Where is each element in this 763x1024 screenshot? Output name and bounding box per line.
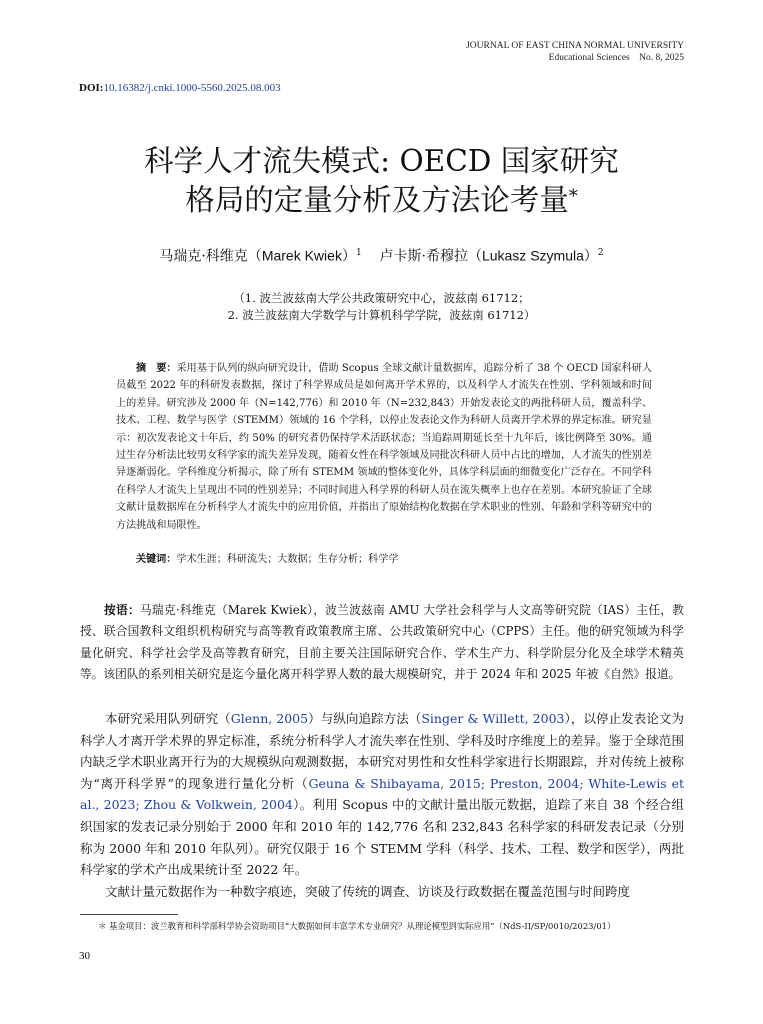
footnote-funding: ＊ 基金项目：波兰教育和科学部科学协会资助项目“大数据如何丰富学术专业研究？从理论模型到实际应用”（NdS-II/SP/0010/2023/01）: [98, 921, 616, 931]
doi-link[interactable]: 10.16382/j.cnki.1000-5560.2025.08.003: [103, 82, 281, 94]
affiliation-1: （1. 波兰波兹南大学公共政策研究中心，波兹南 61712；: [233, 291, 530, 305]
affiliations: [60, 290, 703, 324]
affiliation-2: 2. 波兰波兹南大学数学与计算机科学学院，波兹南 61712）: [227, 308, 536, 322]
editor-note-text: 马瑞克·科维克（Marek Kwiek），波兰波兹南 AMU 大学社会科学与人文高等研究院（IAS）主任，教授、联合国教科文组织机构研究与高等教育政策教席主席、公共政策研究中心（CPPS）主任。他的研究领域为科学量化研究、科学社会学及高等教育研究，目前主要关注国际研究合作、学术生产力、科学阶层分化及全球学术精英等。该团队的系列相关研究是迄今量化离开科学界人数的最大规模研究，并于 2024 年和 2025 年被《自然》报道。: [80, 603, 684, 682]
body-text: 本研究采用队列研究（: [105, 711, 231, 726]
author-1-name-en: Marek Kwiek: [261, 247, 342, 264]
author-2-name-en: Lukasz Szymula: [481, 247, 584, 264]
citation-glenn[interactable]: Glenn, 2005: [230, 711, 309, 726]
doi-label: DOI:: [79, 82, 104, 94]
author-1-name-cn: 马瑞克·科维克（: [159, 248, 262, 265]
editor-note-label: 按语：: [104, 603, 140, 617]
citation-geuna-group[interactable]: Geuna & Shibayama, 2015; Preston, 2004; White-Lewis et al., 2023; Zhou & Volkwein, 2004: [80, 775, 684, 813]
doi-line: [79, 82, 281, 94]
citation-singer-willett[interactable]: Singer & Willett, 2003: [421, 711, 565, 726]
abstract-text: 采用基于队列的纵向研究设计，借助 Scopus 全球文献计量数据库，追踪分析了 38 个 OECD 国家科研人员截至 2022 年的科研发表数据，探讨了科学界成员是如何离开学术界的，以及科学人才流失在性别、学科领域和时间上的差异。研究涉及 2000 年（N=142,776）和 2010 年（N=232,843）开始发表论文的两批科研人员，覆盖科学、技术、工程、数学与医学（STEMM）领域的 16 个学科，以停止发表论文作为科研人员离开学术界的界定标准。研究显示：初次发表论文十年后，约 50% 的研究者仍保持学术活跃状态；当追踪周期延长至十九年后，该比例降至 30%。通过生存分析法比较男女科学家的流失差异发现，随着女性在科学领域及同批次科研人员中占比的增加，人才流失的性别差异逐渐弱化。学科维度分析揭示，除了所有 STEMM 领域的整体变化外，具体学科层面的细微变化广泛存在。不同学科在科学人才流失上呈现出不同的性别差异；不同时间进入科学界的科研人员在流失概率上也存在差别。本研究验证了全球文献计量数据库在分析科学人才流失中的应用价值，并指出了原始结构化数据在学术职业的性别、年龄和学科等研究中的方法挑战和局限性。: [116, 363, 653, 531]
body-text: ），以停止发表论文为科学人才离开学术界的界定标准，系统分析科学人才流失率在性别、学科及时序维度上的差异。鉴于全球范围内缺乏学术职业离开行为的大规模纵向观测数据，本研究对男性和女性科学家进行长期跟踪，并对传统上被称为“离开科学界”的现象进行量化分析（: [80, 711, 684, 791]
abstract-label: 摘 要：: [136, 363, 177, 374]
journal-name: JOURNAL OF EAST CHINA NORMAL UNIVERSITY: [466, 41, 684, 51]
keywords-text: 学术生涯；科研流失；大数据；生存分析；科学学: [176, 554, 399, 565]
author-2-name-cn: 卢卡斯·希穆拉（: [379, 248, 482, 265]
body-text: ）与纵向追踪方法（: [308, 711, 422, 726]
author-line: [60, 244, 703, 266]
body-text: ）。利用 Scopus 中的文献计量出版元数据，追踪了来自 38 个经合组织国家的发表记录分别始于 2000 年和 2010 年的 142,776 名和 232,843 名科学家的科研发表记录（分别称为 2000 年和 2010 年队列）。研究仅限于 16 个 STEMM 学科（科学、技术、工程、数学和医学），两批科学家的学术产出成果统计至 2022 年。: [80, 797, 684, 878]
journal-issue: Educational Sciences No. 8, 2025: [548, 53, 684, 63]
footnote-divider: [80, 914, 178, 915]
body-paragraph-1: [80, 708, 684, 881]
body-paragraph-2: 文献计量元数据作为一种数字痕迹，突破了传统的调查、访谈及行政数据在覆盖范围与时间跨度: [105, 884, 631, 899]
editor-note: [80, 600, 684, 686]
keywords: [136, 551, 652, 568]
page-number: 30: [79, 950, 90, 962]
keywords-label: 关键词：: [136, 554, 177, 565]
abstract: [116, 360, 652, 534]
article-title: [60, 142, 703, 220]
title-footnote-mark: *: [568, 186, 578, 207]
journal-header: [466, 40, 684, 64]
author-2-close: ）: [583, 248, 598, 265]
author-1-affil-mark: 1: [355, 248, 362, 258]
title-line-1: 科学人才流失模式: OECD 国家研究: [144, 144, 619, 178]
author-1-close: ）: [341, 248, 356, 265]
author-2-affil-mark: 2: [597, 248, 604, 258]
title-line-2: 格局的定量分析及方法论考量: [185, 183, 569, 217]
